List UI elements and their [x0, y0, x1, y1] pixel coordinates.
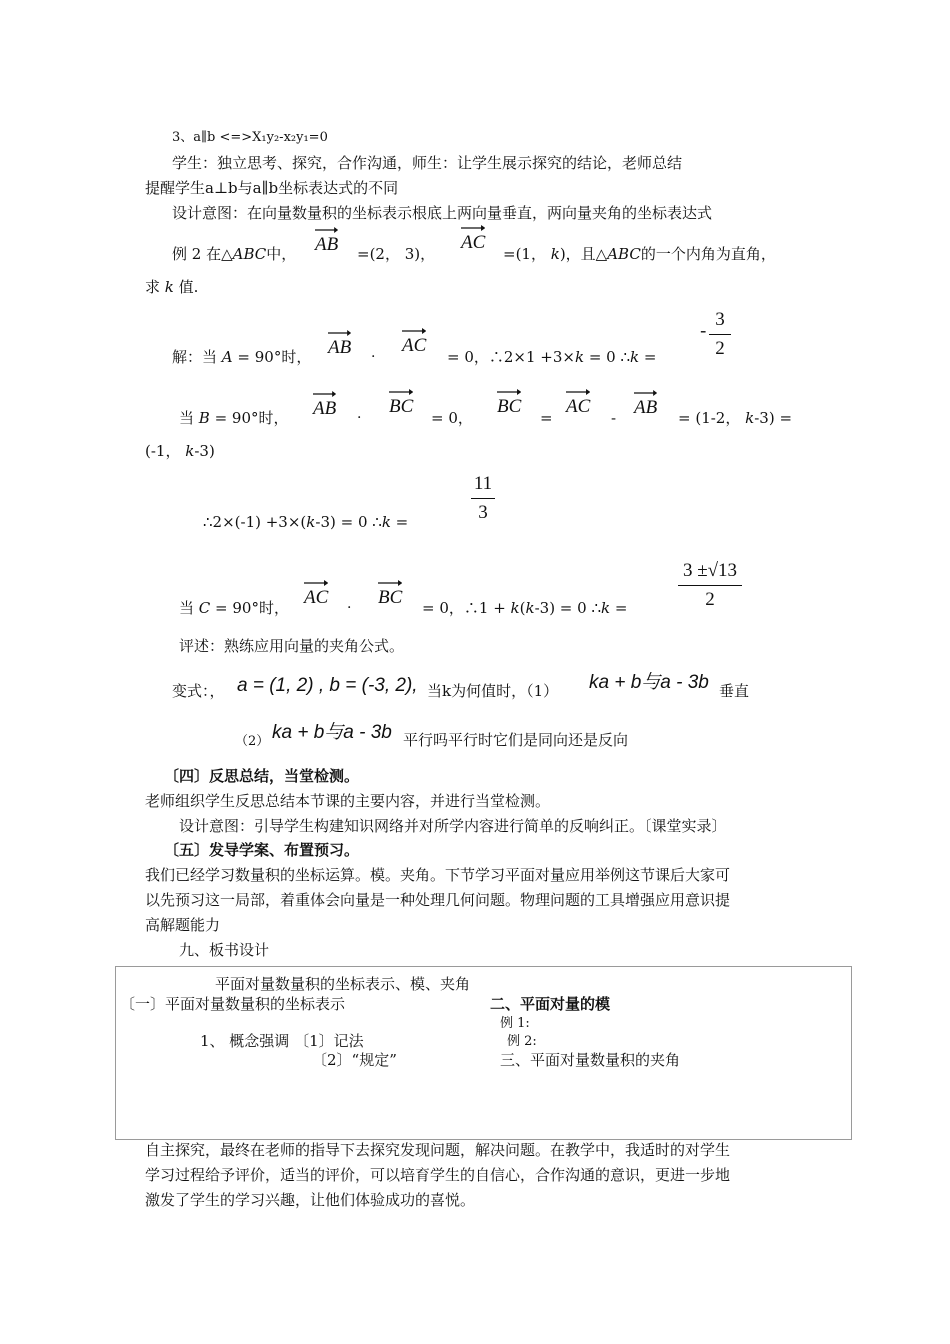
- vector-bc: BC: [378, 588, 402, 607]
- example2-eq1: =(2， 3)，: [357, 245, 436, 263]
- caseC-fraction: 3 ±√13 2: [678, 560, 742, 611]
- parallel-condition: 3、a∥b <=>X₁y₂-x₂y₁=0: [172, 130, 328, 145]
- caseB-solve: ∴2×(-1) +3×(k-3) = 0 ∴k =: [203, 513, 409, 531]
- section5-p3: 高解题能力: [145, 916, 221, 934]
- vector-ac: AC: [304, 588, 328, 607]
- section4-title: 〔四〕反思总结，当堂检测。: [164, 767, 360, 785]
- vector-bc: BC: [389, 397, 413, 416]
- board-left-head: 〔一〕平面对量数量积的坐标表示: [120, 995, 346, 1013]
- caseB-minus: -: [611, 409, 617, 427]
- variant-vectors: a = (1, 2) , b = (-3, 2),: [237, 675, 418, 696]
- caseB-line2: (-1， k-3): [145, 442, 215, 460]
- variant-question: 当k为何值时，（1）: [427, 682, 559, 700]
- closing-p3: 激发了学生的学习兴趣，让他们体验成功的喜悦。: [145, 1191, 476, 1209]
- caseB-result: = (1-2， k-3) =: [678, 409, 793, 427]
- vector-ab: AB: [328, 338, 351, 357]
- board-example1: 例 1:: [500, 1016, 530, 1031]
- example2-line: 例 2 在△ABC中，: [172, 245, 297, 263]
- variant-item2: （2）: [235, 734, 270, 749]
- caseB-equals: =: [540, 409, 553, 427]
- reminder-line: 提醒学生a⊥b与a∥b坐标表达式的不同: [145, 179, 399, 197]
- caseB-eq: = 0，: [431, 409, 473, 427]
- caseB-fraction: 11 3: [471, 473, 495, 524]
- variant-suffix1: 垂直: [719, 682, 750, 700]
- example2-eq2: =(1， k)，且△ABC的一个内角为直角，: [503, 245, 776, 263]
- vector-ac: AC: [461, 233, 485, 252]
- board-right-head3: 三、平面对量数量积的夹角: [500, 1051, 681, 1069]
- example2-line2: 求 k 值.: [145, 278, 199, 296]
- closing-p2: 学习过程给予评价，适当的评价，可以培育学生的自信心，合作沟通的意识，更进一步地: [145, 1166, 731, 1184]
- section9-title: 九、板书设计: [179, 941, 270, 959]
- student-activity: 学生：独立思考、探究，合作沟通，师生：让学生展示探究的结论，老师总结: [172, 154, 683, 172]
- section5-title: 〔五〕发导学案、布置预习。: [164, 841, 360, 859]
- caseA-sign: -: [700, 320, 707, 342]
- section4-intent: 设计意图：引导学生构建知识网络并对所学内容进行简单的反响纠正。〔课堂实录〕: [179, 817, 727, 835]
- caseB-label: 当 B = 90°时，: [179, 409, 289, 427]
- caseA-label: 解：当 A = 90°时，: [172, 348, 312, 366]
- caseC-label: 当 C = 90°时，: [179, 599, 289, 617]
- closing-p1: 自主探究，最终在老师的指导下去探究发现问题，解决问题。在教学中，我适时的对学生: [145, 1141, 731, 1159]
- dot-operator: ·: [371, 349, 376, 365]
- review-line: 评述：熟练应用向量的夹角公式。: [179, 637, 405, 655]
- vector-ab: AB: [634, 398, 657, 417]
- design-intent: 设计意图：在向量数量积的坐标表示根底上两向量垂直，两向量夹角的坐标表达式: [172, 204, 713, 222]
- board-title: 平面对量数量积的坐标表示、模、夹角: [215, 975, 471, 993]
- section5-p2: 以先预习这一局部，着重体会向量是一种处理几何问题。物理问题的工具增强应用意识提: [145, 891, 731, 909]
- variant-label: 变式：，: [172, 682, 225, 700]
- board-left-item2: 〔2〕“规定”: [312, 1051, 397, 1069]
- board-left-item: 1、 概念强调 〔1〕记法: [200, 1032, 364, 1050]
- vector-ac: AC: [402, 336, 426, 355]
- variant-expr1: ka + b与a - 3b: [589, 672, 709, 693]
- section4-body: 老师组织学生反思总结本节课的主要内容，并进行当堂检测。: [145, 792, 551, 810]
- vector-ab: AB: [315, 235, 338, 254]
- dot-operator: ·: [347, 600, 352, 616]
- section5-p1: 我们已经学习数量积的坐标运算。模。夹角。下节学习平面对量应用举例这节课后大家可: [145, 866, 731, 884]
- vector-ac: AC: [566, 397, 590, 416]
- caseA-equation: = 0，∴2×1 +3×k = 0 ∴k =: [447, 348, 657, 366]
- vector-ab: AB: [313, 399, 336, 418]
- vector-bc: BC: [497, 397, 521, 416]
- board-example2: 例 2:: [507, 1034, 537, 1049]
- caseC-equation: = 0，∴1 + k(k-3) = 0 ∴k =: [422, 599, 628, 617]
- board-right-head: 二、平面对量的模: [490, 995, 611, 1013]
- dot-operator: ·: [357, 410, 362, 426]
- caseA-fraction: 3 2: [709, 309, 731, 360]
- variant-expr2: ka + b与a - 3b: [272, 722, 392, 743]
- variant-suffix2: 平行吗平行时它们是同向还是反向: [403, 731, 629, 749]
